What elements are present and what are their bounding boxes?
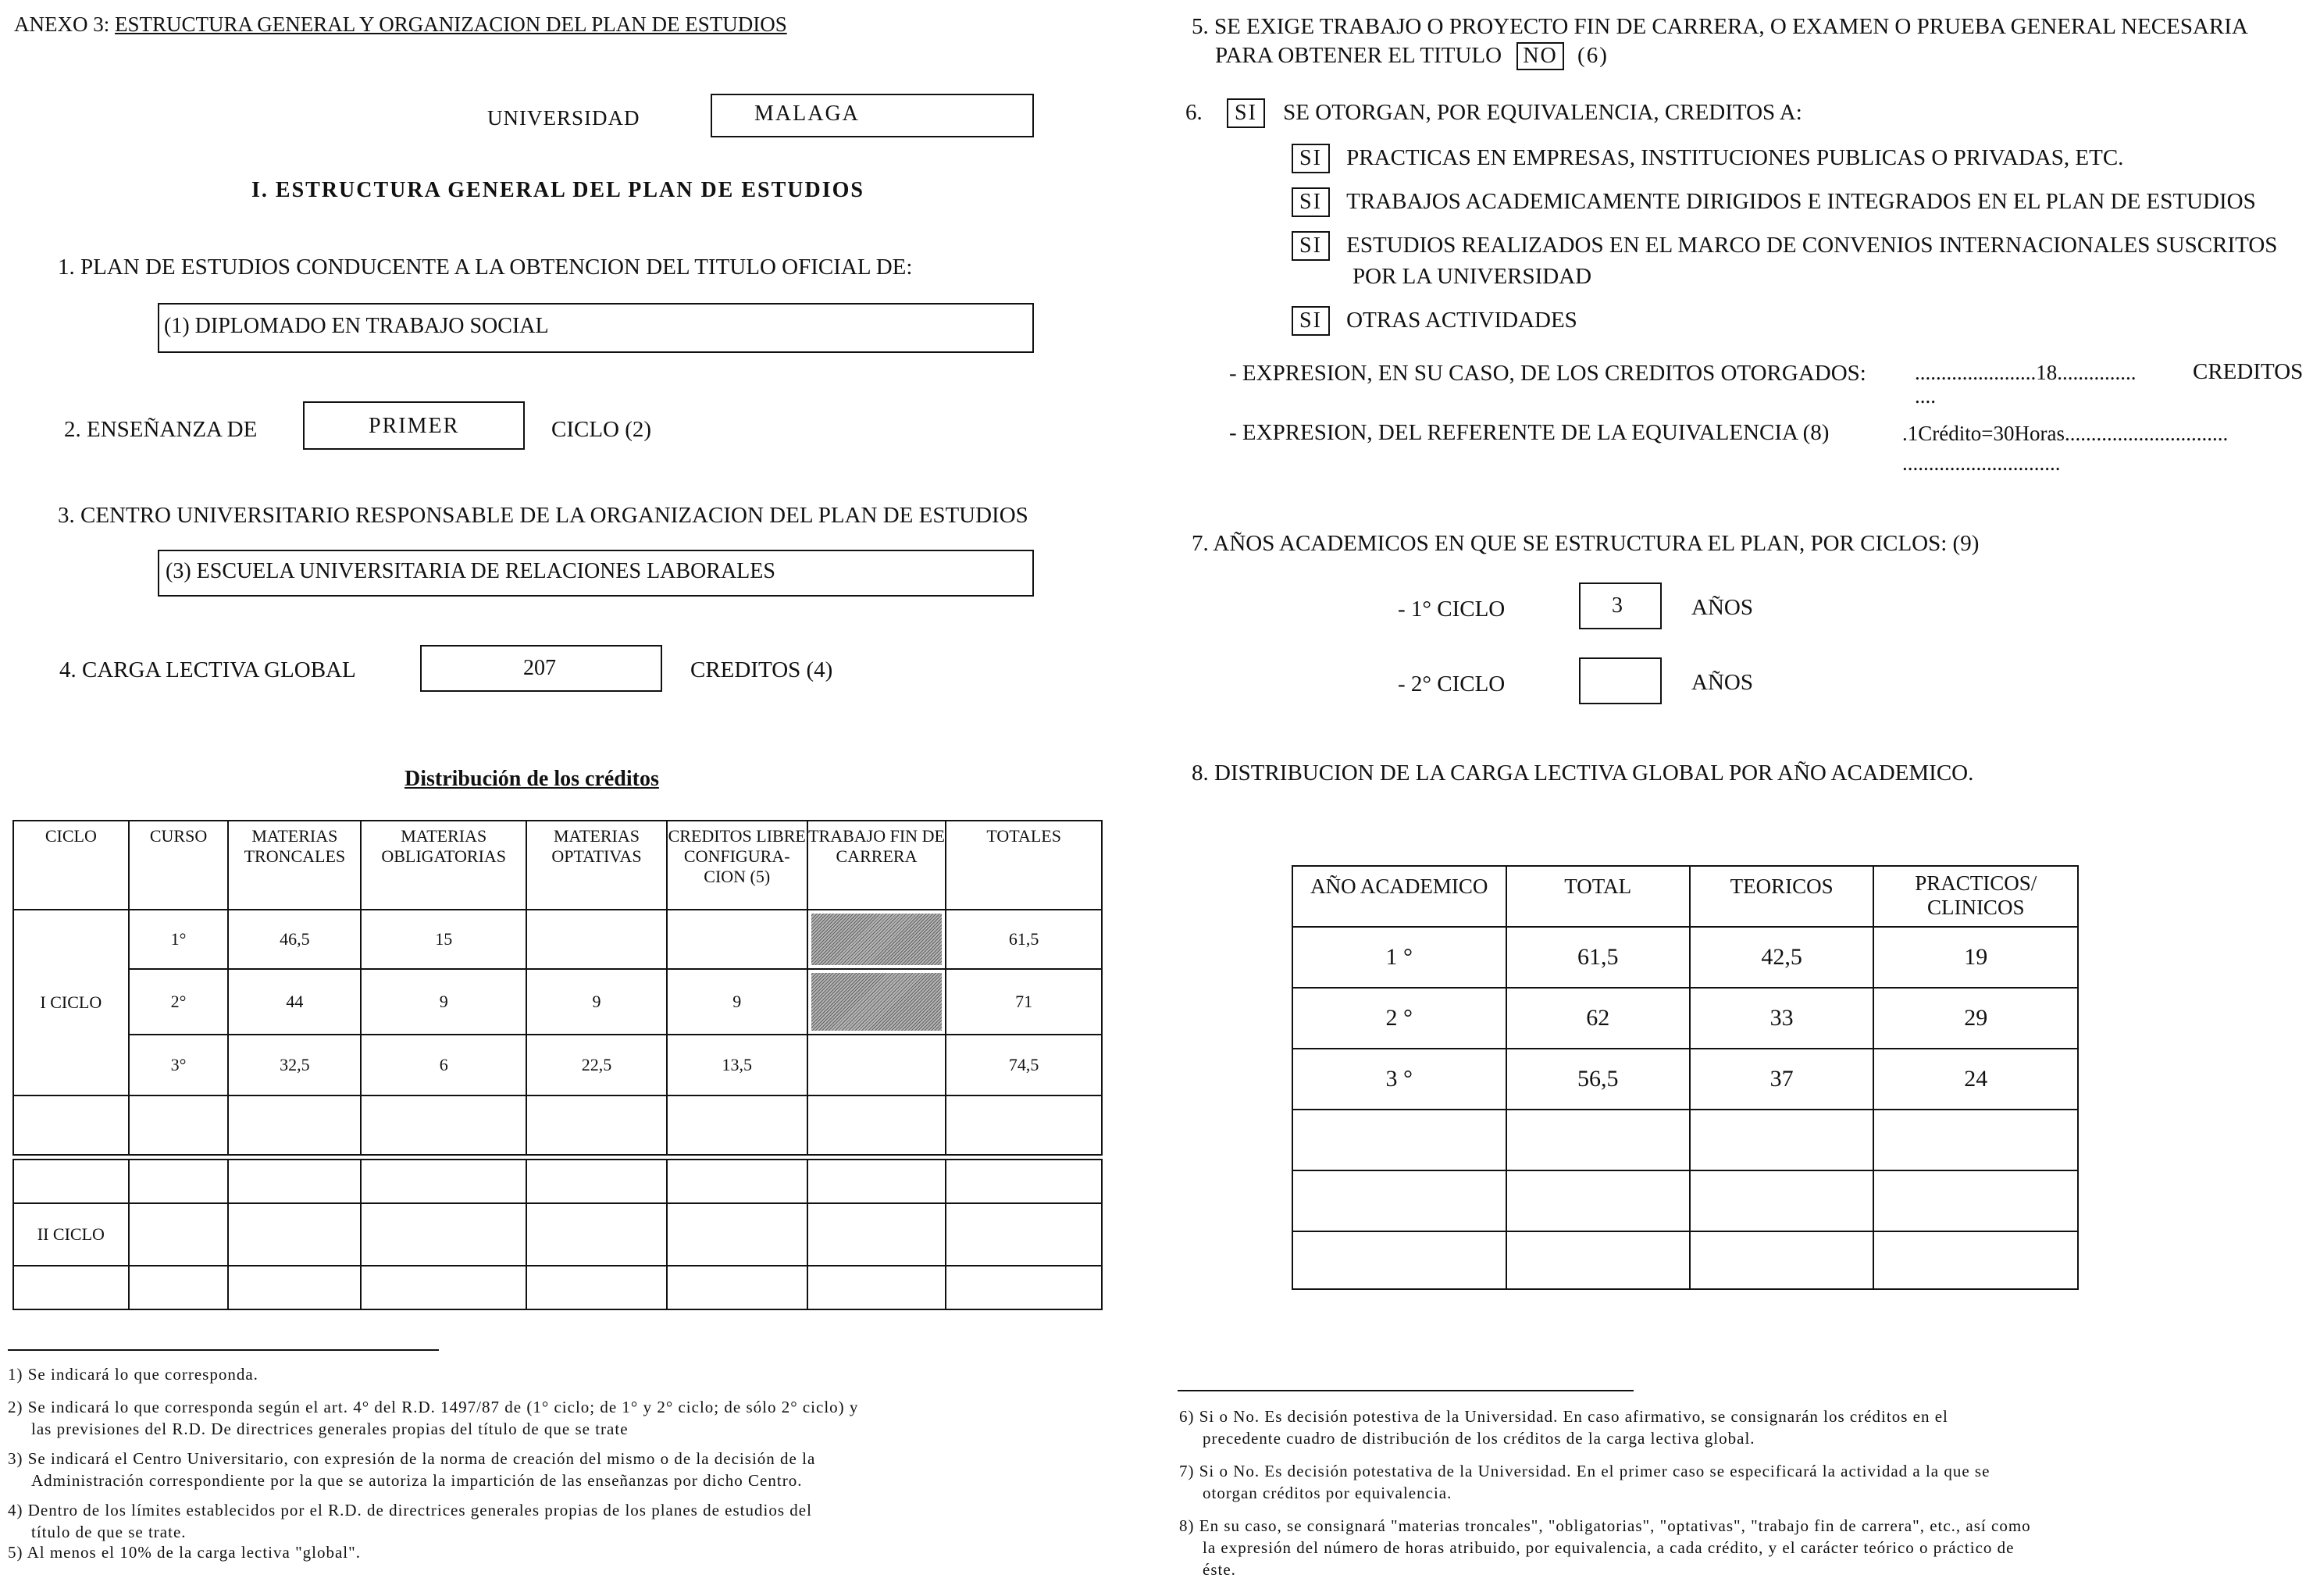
distribution-table (12, 820, 1103, 1310)
carga-value: 207 (523, 656, 556, 680)
value-cell: 13,5 (667, 1035, 807, 1095)
empty-cell (1690, 1110, 1874, 1170)
universidad-value: MALAGA (754, 102, 860, 126)
item7-label: 7. AÑOS ACADEMICOS EN QUE SE ESTRUCTURA EL PLAN, POR CICLOS: (9) (1192, 531, 1980, 556)
item3-label: 3. CENTRO UNIVERSITARIO RESPONSABLE DE LA ORGANIZACION DEL PLAN DE ESTUDIOS (58, 503, 1028, 528)
option-row (1292, 144, 2123, 173)
item6-number: 6. (1185, 100, 1203, 125)
shaded-cell (807, 969, 946, 1035)
ciclo1-value: 3 (1612, 593, 1623, 618)
empty-cell (228, 1203, 361, 1266)
annex-label: ANEXO 3: (14, 12, 110, 36)
value-cell: 56,5 (1506, 1049, 1690, 1110)
year-header: TOTAL (1506, 866, 1690, 927)
empty-cell (13, 1266, 129, 1309)
value-cell: 15 (361, 910, 526, 969)
value-cell: 46,5 (228, 910, 361, 969)
value-cell: 6 (361, 1035, 526, 1095)
item1-label: 1. PLAN DE ESTUDIOS CONDUCENTE A LA OBTENCION DEL TITULO OFICIAL DE: (58, 255, 913, 280)
centro-value: (3) ESCUELA UNIVERSITARIA DE RELACIONES LABORALES (166, 559, 775, 583)
empty-cell (667, 1095, 807, 1155)
table-row (1292, 1049, 2078, 1110)
empty-cell (361, 1203, 526, 1266)
empty-cell (807, 1266, 946, 1309)
table-row (13, 1160, 1102, 1203)
empty-cell (1873, 1231, 2078, 1289)
item6-heading (1185, 98, 1802, 128)
empty-cell (1873, 1170, 2078, 1231)
item2-suffix: CICLO (2) (551, 417, 652, 442)
footnote: 1) Se indicará lo que corresponda. (8, 1365, 258, 1384)
ciclo-cell: I CICLO (13, 910, 129, 1095)
annex-title: ESTRUCTURA GENERAL Y ORGANIZACION DEL PLAN DE ESTUDIOS (115, 12, 787, 36)
referente-label: - EXPRESION, DEL REFERENTE DE LA EQUIVALENCIA (8) (1229, 420, 1830, 445)
table-row (13, 1203, 1102, 1266)
table-row (13, 910, 1102, 969)
option-label: OTRAS ACTIVIDADES (1346, 308, 1577, 333)
year-header-row (1292, 866, 2078, 927)
annex-heading (14, 12, 787, 37)
total-cell: 74,5 (946, 1035, 1102, 1095)
option-row (1292, 231, 2277, 261)
year-header: PRACTICOS/ CLINICOS (1873, 866, 2078, 927)
item5-note: (6) (1577, 43, 1609, 68)
empty-cell (526, 1160, 667, 1203)
value-cell (667, 910, 807, 969)
option-checkbox: SI (1292, 144, 1330, 173)
footnote: Administración correspondiente por la que se autoriza la impartición de las enseñanzas por dicho Centro. (31, 1471, 803, 1490)
empty-cell (807, 1160, 946, 1203)
anos-label: AÑOS (1691, 595, 1753, 620)
value-cell (526, 910, 667, 969)
empty-cell (228, 1095, 361, 1155)
empty-cell (526, 1203, 667, 1266)
table-row (1292, 927, 2078, 988)
shaded-cell (807, 910, 946, 969)
item5-line2 (1215, 42, 1609, 70)
empty-cell (1506, 1110, 1690, 1170)
referente-value: .1Crédito=30Horas............................... (1902, 422, 2229, 445)
empty-cell (946, 1266, 1102, 1309)
option-label-cont: POR LA UNIVERSIDAD (1353, 264, 1592, 289)
dist-title: Distribución de los créditos (405, 767, 659, 791)
empty-cell (129, 1160, 229, 1203)
ensenanza-value: PRIMER (369, 414, 460, 438)
empty-cell (361, 1095, 526, 1155)
empty-cell (129, 1266, 229, 1309)
option-row (1292, 187, 2256, 217)
value-cell: 37 (1690, 1049, 1874, 1110)
value-cell: 33 (1690, 988, 1874, 1049)
item5-line1: 5. SE EXIGE TRABAJO O PROYECTO FIN DE CARRERA, O EXAMEN O PRUEBA GENERAL NECESARIA (1192, 14, 2248, 39)
footnote: título de que se trate. (31, 1523, 187, 1541)
year-header: AÑO ACADEMICO (1292, 866, 1506, 927)
empty-cell (667, 1160, 807, 1203)
option-checkbox: SI (1292, 187, 1330, 217)
footnote: 5) Al menos el 10% de la carga lectiva "global". (8, 1543, 361, 1562)
empty-cell (1292, 1110, 1506, 1170)
footnote-rule-left (8, 1349, 439, 1351)
empty-cell (129, 1095, 229, 1155)
option-label: TRABAJOS ACADEMICAMENTE DIRIGIDOS E INTEGRADOS EN EL PLAN DE ESTUDIOS (1346, 189, 2256, 214)
empty-cell (1506, 1170, 1690, 1231)
ciclo2-field (1579, 657, 1662, 704)
value-cell: 32,5 (228, 1035, 361, 1095)
table-row (13, 1095, 1102, 1155)
item5-checkbox: NO (1516, 42, 1563, 70)
value-cell: 61,5 (1506, 927, 1690, 988)
empty-cell (1690, 1231, 1874, 1289)
empty-cell (807, 1095, 946, 1155)
creditos-label: - EXPRESION, EN SU CASO, DE LOS CREDITOS OTORGADOS: (1229, 361, 1866, 386)
option-label: ESTUDIOS REALIZADOS EN EL MARCO DE CONVENIOS INTERNACIONALES SUSCRITOS (1346, 233, 2278, 258)
empty-cell (946, 1095, 1102, 1155)
value-cell: 29 (1873, 988, 2078, 1049)
universidad-label: UNIVERSIDAD (487, 106, 640, 130)
curso-cell: 2° (129, 969, 229, 1035)
item4-suffix: CREDITOS (4) (690, 657, 833, 682)
empty-cell (1292, 1231, 1506, 1289)
ciclo-cell: II CICLO (13, 1203, 129, 1266)
value-cell: 9 (667, 969, 807, 1035)
referente-cont: .............................. (1902, 451, 2061, 475)
dist-header: MATERIAS OPTATIVAS (526, 821, 667, 910)
empty-cell (667, 1266, 807, 1309)
table-row (1292, 988, 2078, 1049)
section-title: I. ESTRUCTURA GENERAL DEL PLAN DE ESTUDIOS (251, 178, 864, 202)
empty-cell (361, 1160, 526, 1203)
empty-cell (946, 1203, 1102, 1266)
anos-label: AÑOS (1691, 670, 1753, 695)
empty-cell (526, 1266, 667, 1309)
dist-header: CICLO (13, 821, 129, 910)
empty-cell (129, 1203, 229, 1266)
item2-label: 2. ENSEÑANZA DE (64, 417, 258, 442)
footnote: 2) Se indicará lo que corresponda según el art. 4° del R.D. 1497/87 de (1° ciclo; de 1° y 2° ciclo; de sólo 2° ciclo) y (8, 1398, 859, 1416)
dist-header: MATERIAS OBLIGATORIAS (361, 821, 526, 910)
curso-cell: 3° (129, 1035, 229, 1095)
dist-header-row (13, 821, 1102, 910)
value-cell: 62 (1506, 988, 1690, 1049)
dist-header: TRABAJO FIN DE CARRERA (807, 821, 946, 910)
option-checkbox: SI (1292, 231, 1330, 261)
dist-header: TOTALES (946, 821, 1102, 910)
footnote: 7) Si o No. Es decisión potestativa de la Universidad. En el primer caso se especificará la actividad a la que se (1179, 1462, 1990, 1480)
dist-header: CREDITOS LIBRE CONFIGURA- CION (5) (667, 821, 807, 910)
empty-cell (361, 1266, 526, 1309)
footnote: 4) Dentro de los límites establecidos por el R.D. de directrices generales propias de los planes de estudios del (8, 1501, 812, 1519)
empty-cell (526, 1095, 667, 1155)
value-cell: 9 (526, 969, 667, 1035)
item5-label: PARA OBTENER EL TITULO (1215, 43, 1502, 68)
curso-cell: 1° (129, 910, 229, 969)
empty-cell (667, 1203, 807, 1266)
empty-cell (1506, 1231, 1690, 1289)
value-cell (807, 1035, 946, 1095)
creditos-cont: .... (1915, 384, 1936, 408)
item4-label: 4. CARGA LECTIVA GLOBAL (59, 657, 356, 682)
empty-cell (807, 1203, 946, 1266)
empty-cell (946, 1160, 1102, 1203)
footnote-rule-right (1178, 1390, 1634, 1391)
empty-cell (13, 1160, 129, 1203)
footnote: 8) En su caso, se consignará "materias troncales", "obligatorias", "optativas", "trabajo fin de carrera", etc., así como (1179, 1516, 2031, 1535)
option-checkbox: SI (1292, 306, 1330, 336)
empty-cell (1292, 1170, 1506, 1231)
table-row (1292, 1231, 2078, 1289)
year-cell: 3 ° (1292, 1049, 1506, 1110)
total-cell: 71 (946, 969, 1102, 1035)
empty-cell (228, 1160, 361, 1203)
table-row (13, 1266, 1102, 1309)
footnote: precedente cuadro de distribución de los créditos de la carga lectiva global. (1203, 1429, 1755, 1448)
ciclo1-label: - 1° CICLO (1398, 597, 1506, 622)
table-row (1292, 1110, 2078, 1170)
table-row (13, 969, 1102, 1035)
dist-header: MATERIAS TRONCALES (228, 821, 361, 910)
item6-label: SE OTORGAN, POR EQUIVALENCIA, CREDITOS A: (1283, 100, 1802, 125)
value-cell: 22,5 (526, 1035, 667, 1095)
creditos-value: .......................18............... (1915, 361, 2137, 384)
year-header: TEORICOS (1690, 866, 1874, 927)
value-cell: 44 (228, 969, 361, 1035)
creditos-unit: CREDITOS (2193, 359, 2304, 384)
empty-cell (13, 1095, 129, 1155)
year-table (1292, 865, 2079, 1290)
empty-cell (228, 1266, 361, 1309)
footnote: 6) Si o No. Es decisión potestiva de la Universidad. En caso afirmativo, se consignarán los créditos en el (1179, 1407, 1948, 1426)
titulo-value: (1) DIPLOMADO EN TRABAJO SOCIAL (164, 314, 549, 338)
empty-cell (1873, 1110, 2078, 1170)
footnote: éste. (1203, 1560, 1236, 1579)
table-row (1292, 1170, 2078, 1231)
value-cell: 9 (361, 969, 526, 1035)
dist-header: CURSO (129, 821, 229, 910)
value-cell: 24 (1873, 1049, 2078, 1110)
value-cell: 42,5 (1690, 927, 1874, 988)
table-row (13, 1035, 1102, 1095)
ciclo2-label: - 2° CICLO (1398, 672, 1506, 696)
value-cell: 19 (1873, 927, 2078, 988)
option-row (1292, 306, 1577, 336)
year-cell: 1 ° (1292, 927, 1506, 988)
year-cell: 2 ° (1292, 988, 1506, 1049)
empty-cell (1690, 1170, 1874, 1231)
total-cell: 61,5 (946, 910, 1102, 969)
footnote: las previsiones del R.D. De directrices generales propias del título de que se trate (31, 1420, 629, 1438)
footnote: 3) Se indicará el Centro Universitario, con expresión de la norma de creación del mismo o de la decisión de la (8, 1449, 816, 1468)
option-label: PRACTICAS EN EMPRESAS, INSTITUCIONES PUBLICAS O PRIVADAS, ETC. (1346, 145, 2124, 170)
item6-checkbox: SI (1227, 98, 1265, 128)
item8-label: 8. DISTRIBUCION DE LA CARGA LECTIVA GLOBAL POR AÑO ACADEMICO. (1192, 761, 1974, 786)
footnote: otorgan créditos por equivalencia. (1203, 1484, 1452, 1502)
footnote: la expresión del número de horas atribuido, por equivalencia, a cada crédito, y el carácter teórico o práctico de (1203, 1538, 2015, 1557)
